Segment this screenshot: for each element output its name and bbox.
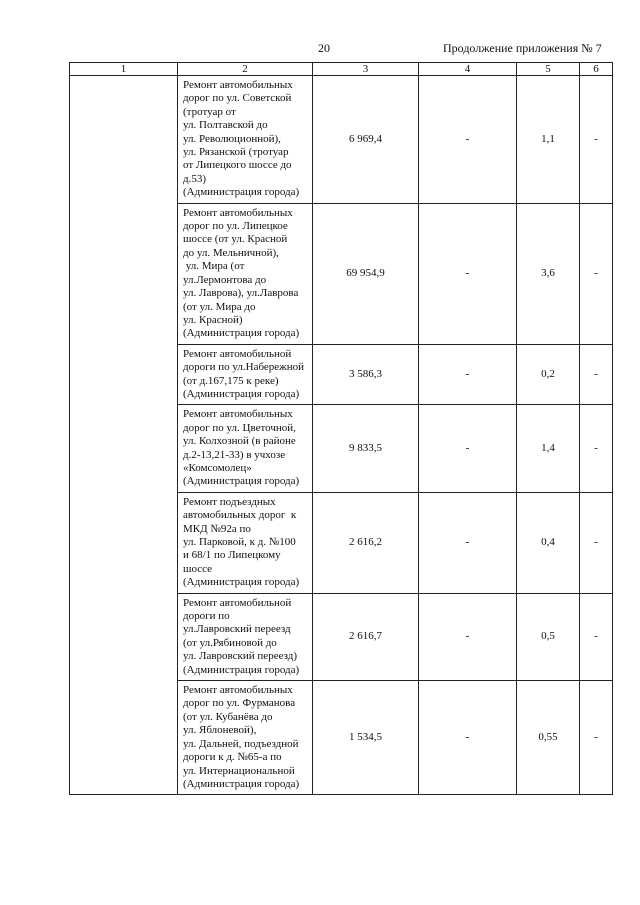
work-description-cell bbox=[178, 681, 313, 795]
col3-value: 2 616,7 bbox=[313, 593, 419, 680]
description-line: ул. Колхозной (в районе bbox=[183, 435, 296, 448]
description-line: (Администрация города) bbox=[183, 387, 300, 400]
col3-value: 9 833,5 bbox=[313, 405, 419, 492]
continuation-label: Продолжение приложения № 7 bbox=[443, 41, 602, 55]
description-line: от Липецкого шоссе до bbox=[183, 159, 292, 172]
description-line: д.53) bbox=[183, 172, 207, 185]
description-line: дорог по ул. Фурманова bbox=[183, 697, 296, 710]
col3-value: 6 969,4 bbox=[313, 76, 419, 204]
col3-value: 2 616,2 bbox=[313, 492, 419, 593]
col4-value: - bbox=[419, 344, 517, 405]
description-line: ул. Революционной), bbox=[183, 132, 281, 145]
description-line: ул. Парковой, к д. №100 bbox=[183, 536, 296, 548]
description-line: дороги по bbox=[183, 610, 230, 623]
col4-value: - bbox=[419, 492, 517, 593]
description-line: и 68/1 по Липецкому bbox=[183, 549, 281, 562]
col6-value: - bbox=[580, 405, 613, 492]
table-row bbox=[70, 76, 613, 204]
description-line: автомобильных дорог к bbox=[183, 509, 297, 522]
description-line: МКД №92а по bbox=[183, 522, 251, 535]
description-line: ул.Лермонтова до bbox=[183, 273, 267, 286]
description-line: (от ул. Мира до bbox=[183, 300, 256, 313]
work-description-cell bbox=[178, 344, 313, 405]
description-line: ул. Полтавской до bbox=[183, 119, 268, 132]
work-description-cell bbox=[178, 405, 313, 492]
col3-value: 3 586,3 bbox=[313, 344, 419, 405]
description-line: Ремонт автомобильных bbox=[183, 684, 293, 697]
col6-value: - bbox=[580, 593, 613, 680]
description-line: (Администрация города) bbox=[183, 576, 300, 589]
description-line: дорог по ул. Липецкое bbox=[183, 220, 288, 233]
description-line: (Администрация города) bbox=[183, 475, 300, 488]
description-line: ул. Рязанской (тротуар bbox=[183, 146, 289, 159]
col-number-5: 5 bbox=[517, 63, 580, 76]
col-number-1: 1 bbox=[70, 63, 178, 76]
description-line: дороги по ул.Набережной bbox=[183, 361, 305, 374]
col5-value: 3,6 bbox=[517, 203, 580, 344]
description-line: ул. Интернациональной bbox=[183, 764, 295, 777]
description-line: до ул. Мельничной), bbox=[183, 246, 279, 259]
col6-value: - bbox=[580, 344, 613, 405]
description-line: ул. Красной) bbox=[183, 313, 243, 326]
description-line: дороги к д. №65-а по bbox=[183, 751, 282, 764]
col5-value: 0,55 bbox=[517, 681, 580, 795]
col4-value: - bbox=[419, 405, 517, 492]
description-line: «Комсомолец» bbox=[183, 461, 252, 474]
col5-value: 1,4 bbox=[517, 405, 580, 492]
col5-value: 0,4 bbox=[517, 492, 580, 593]
description-line: (Администрация города) bbox=[183, 327, 300, 340]
col5-value: 1,1 bbox=[517, 76, 580, 204]
page-number: 20 bbox=[318, 41, 330, 55]
description-line: ул. Лавровский переезд) bbox=[183, 650, 297, 663]
description-line: (тротуар от bbox=[183, 105, 236, 118]
description-line: шоссе bbox=[183, 562, 213, 575]
description-line: ул. Дальней, подъездной bbox=[183, 737, 299, 750]
col4-value: - bbox=[419, 681, 517, 795]
column-number-row bbox=[70, 63, 613, 76]
col6-value: - bbox=[580, 492, 613, 593]
col-number-4: 4 bbox=[419, 63, 517, 76]
description-line: Ремонт автомобильных bbox=[183, 79, 293, 91]
description-line: Ремонт подъездных bbox=[183, 495, 276, 508]
col6-value: - bbox=[580, 681, 613, 795]
col-number-2: 2 bbox=[178, 63, 313, 76]
work-description-cell bbox=[178, 203, 313, 344]
col-number-3: 3 bbox=[313, 63, 419, 76]
description-line: Ремонт автомобильных bbox=[183, 408, 293, 421]
description-line: Ремонт автомобильных bbox=[183, 206, 293, 219]
description-line: ул. Мира (от bbox=[183, 260, 245, 273]
col6-value: - bbox=[580, 203, 613, 344]
column-1-cell bbox=[70, 76, 178, 795]
col5-value: 0,2 bbox=[517, 344, 580, 405]
col-number-6: 6 bbox=[580, 63, 613, 76]
description-line: (от ул.Рябиновой до bbox=[183, 636, 277, 649]
description-line: д.2-13,21-33) в учхозе bbox=[183, 448, 286, 461]
description-line: Ремонт автомобильной bbox=[183, 347, 292, 360]
col3-value: 1 534,5 bbox=[313, 681, 419, 795]
work-description-cell bbox=[178, 76, 313, 204]
description-line: дорог по ул. Цветочной, bbox=[183, 421, 296, 434]
col4-value: - bbox=[419, 203, 517, 344]
description-line: (Администрация города) bbox=[183, 663, 300, 676]
description-line: (от д.167,175 к реке) bbox=[183, 374, 279, 387]
description-line: Ремонт автомобильной bbox=[183, 596, 292, 609]
col6-value: - bbox=[580, 76, 613, 204]
description-line: ул. Яблоневой), bbox=[183, 724, 257, 737]
description-line: ул. Лаврова), ул.Лаврова bbox=[183, 287, 299, 300]
col5-value: 0,5 bbox=[517, 593, 580, 680]
work-description-cell bbox=[178, 492, 313, 593]
description-line: шоссе (от ул. Красной bbox=[183, 233, 288, 246]
col4-value: - bbox=[419, 76, 517, 204]
col3-value: 69 954,9 bbox=[313, 203, 419, 344]
description-line: (от ул. Кубанёва до bbox=[183, 710, 273, 723]
description-line: (Администрация города) bbox=[183, 777, 300, 790]
work-description-cell bbox=[178, 593, 313, 680]
col4-value: - bbox=[419, 593, 517, 680]
description-line: (Администрация города) bbox=[183, 186, 300, 199]
description-line: ул.Лавровский переезд bbox=[183, 623, 291, 636]
description-line: дорог по ул. Советской bbox=[183, 92, 292, 105]
roads-table bbox=[69, 62, 613, 795]
